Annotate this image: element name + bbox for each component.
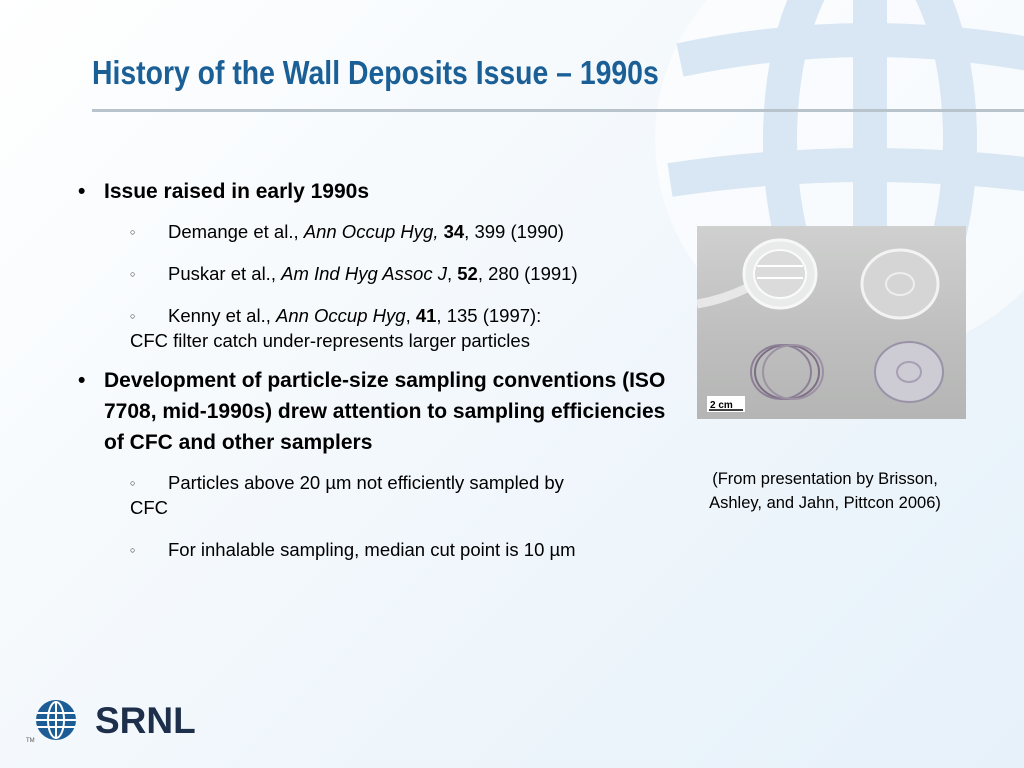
ref-volume: 52 <box>457 263 478 284</box>
sub-bullet-item <box>78 537 678 562</box>
sub-bullet-icon: ○ <box>130 269 136 279</box>
scale-label: 2 cm <box>710 400 733 411</box>
bullet-item <box>78 176 678 207</box>
reference-item <box>78 261 678 286</box>
bullet-icon: • <box>78 369 86 392</box>
ref-pages: , 135 (1997): <box>436 305 542 326</box>
bullet-icon: • <box>78 180 86 203</box>
sub-bullet-item <box>78 470 678 520</box>
ref-journal: Am Ind Hyg Assoc J <box>281 263 447 284</box>
trademark-mark: TM <box>26 738 35 744</box>
sub-bullet-continuation: CFC <box>130 497 169 518</box>
ref-journal: Ann Occup Hyg, <box>303 221 439 242</box>
ref-pages: , 280 (1991) <box>477 263 578 284</box>
bullet-text: Development of particle-size sampling conventions (ISO 7708, mid-1990s) drew attention to sampling efficiencies of CFC and other samplers <box>104 369 666 454</box>
logo-text: SRNL <box>95 700 196 741</box>
ref-journal: Ann Occup Hyg <box>275 305 406 326</box>
sub-bullet-text: Particles above 20 µm not efficiently sampled by <box>168 472 564 493</box>
bullet-item <box>78 365 678 458</box>
sub-bullet-icon: ○ <box>130 227 136 237</box>
ref-authors: Kenny et al., <box>168 305 276 326</box>
reference-item <box>78 303 678 353</box>
bullet-text: Issue raised in early 1990s <box>104 180 370 203</box>
ref-volume: 34 <box>443 221 465 242</box>
ref-volume: 41 <box>415 305 437 326</box>
sampler-photo <box>697 226 966 419</box>
sub-bullet-icon: ○ <box>130 545 136 555</box>
ref-authors: Demange et al., <box>168 221 304 242</box>
ref-authors: Puskar et al., <box>168 263 282 284</box>
photo-caption: (From presentation by Brisson, Ashley, and Jahn, Pittcon 2006) <box>709 470 941 512</box>
ref-note: CFC filter catch under-represents larger particles <box>130 330 530 351</box>
title-divider <box>92 109 1024 112</box>
slide-title: History of the Wall Deposits Issue – 1990s <box>92 54 659 91</box>
sub-bullet-text: For inhalable sampling, median cut point is 10 µm <box>168 539 576 560</box>
reference-item <box>78 219 678 244</box>
bullet-list <box>78 176 678 562</box>
ref-sep: , <box>446 263 458 284</box>
sub-bullet-icon: ○ <box>130 478 136 488</box>
sub-bullet-icon: ○ <box>130 311 136 321</box>
ref-sep: , <box>405 305 416 326</box>
ref-pages: , 399 (1990) <box>464 221 564 242</box>
